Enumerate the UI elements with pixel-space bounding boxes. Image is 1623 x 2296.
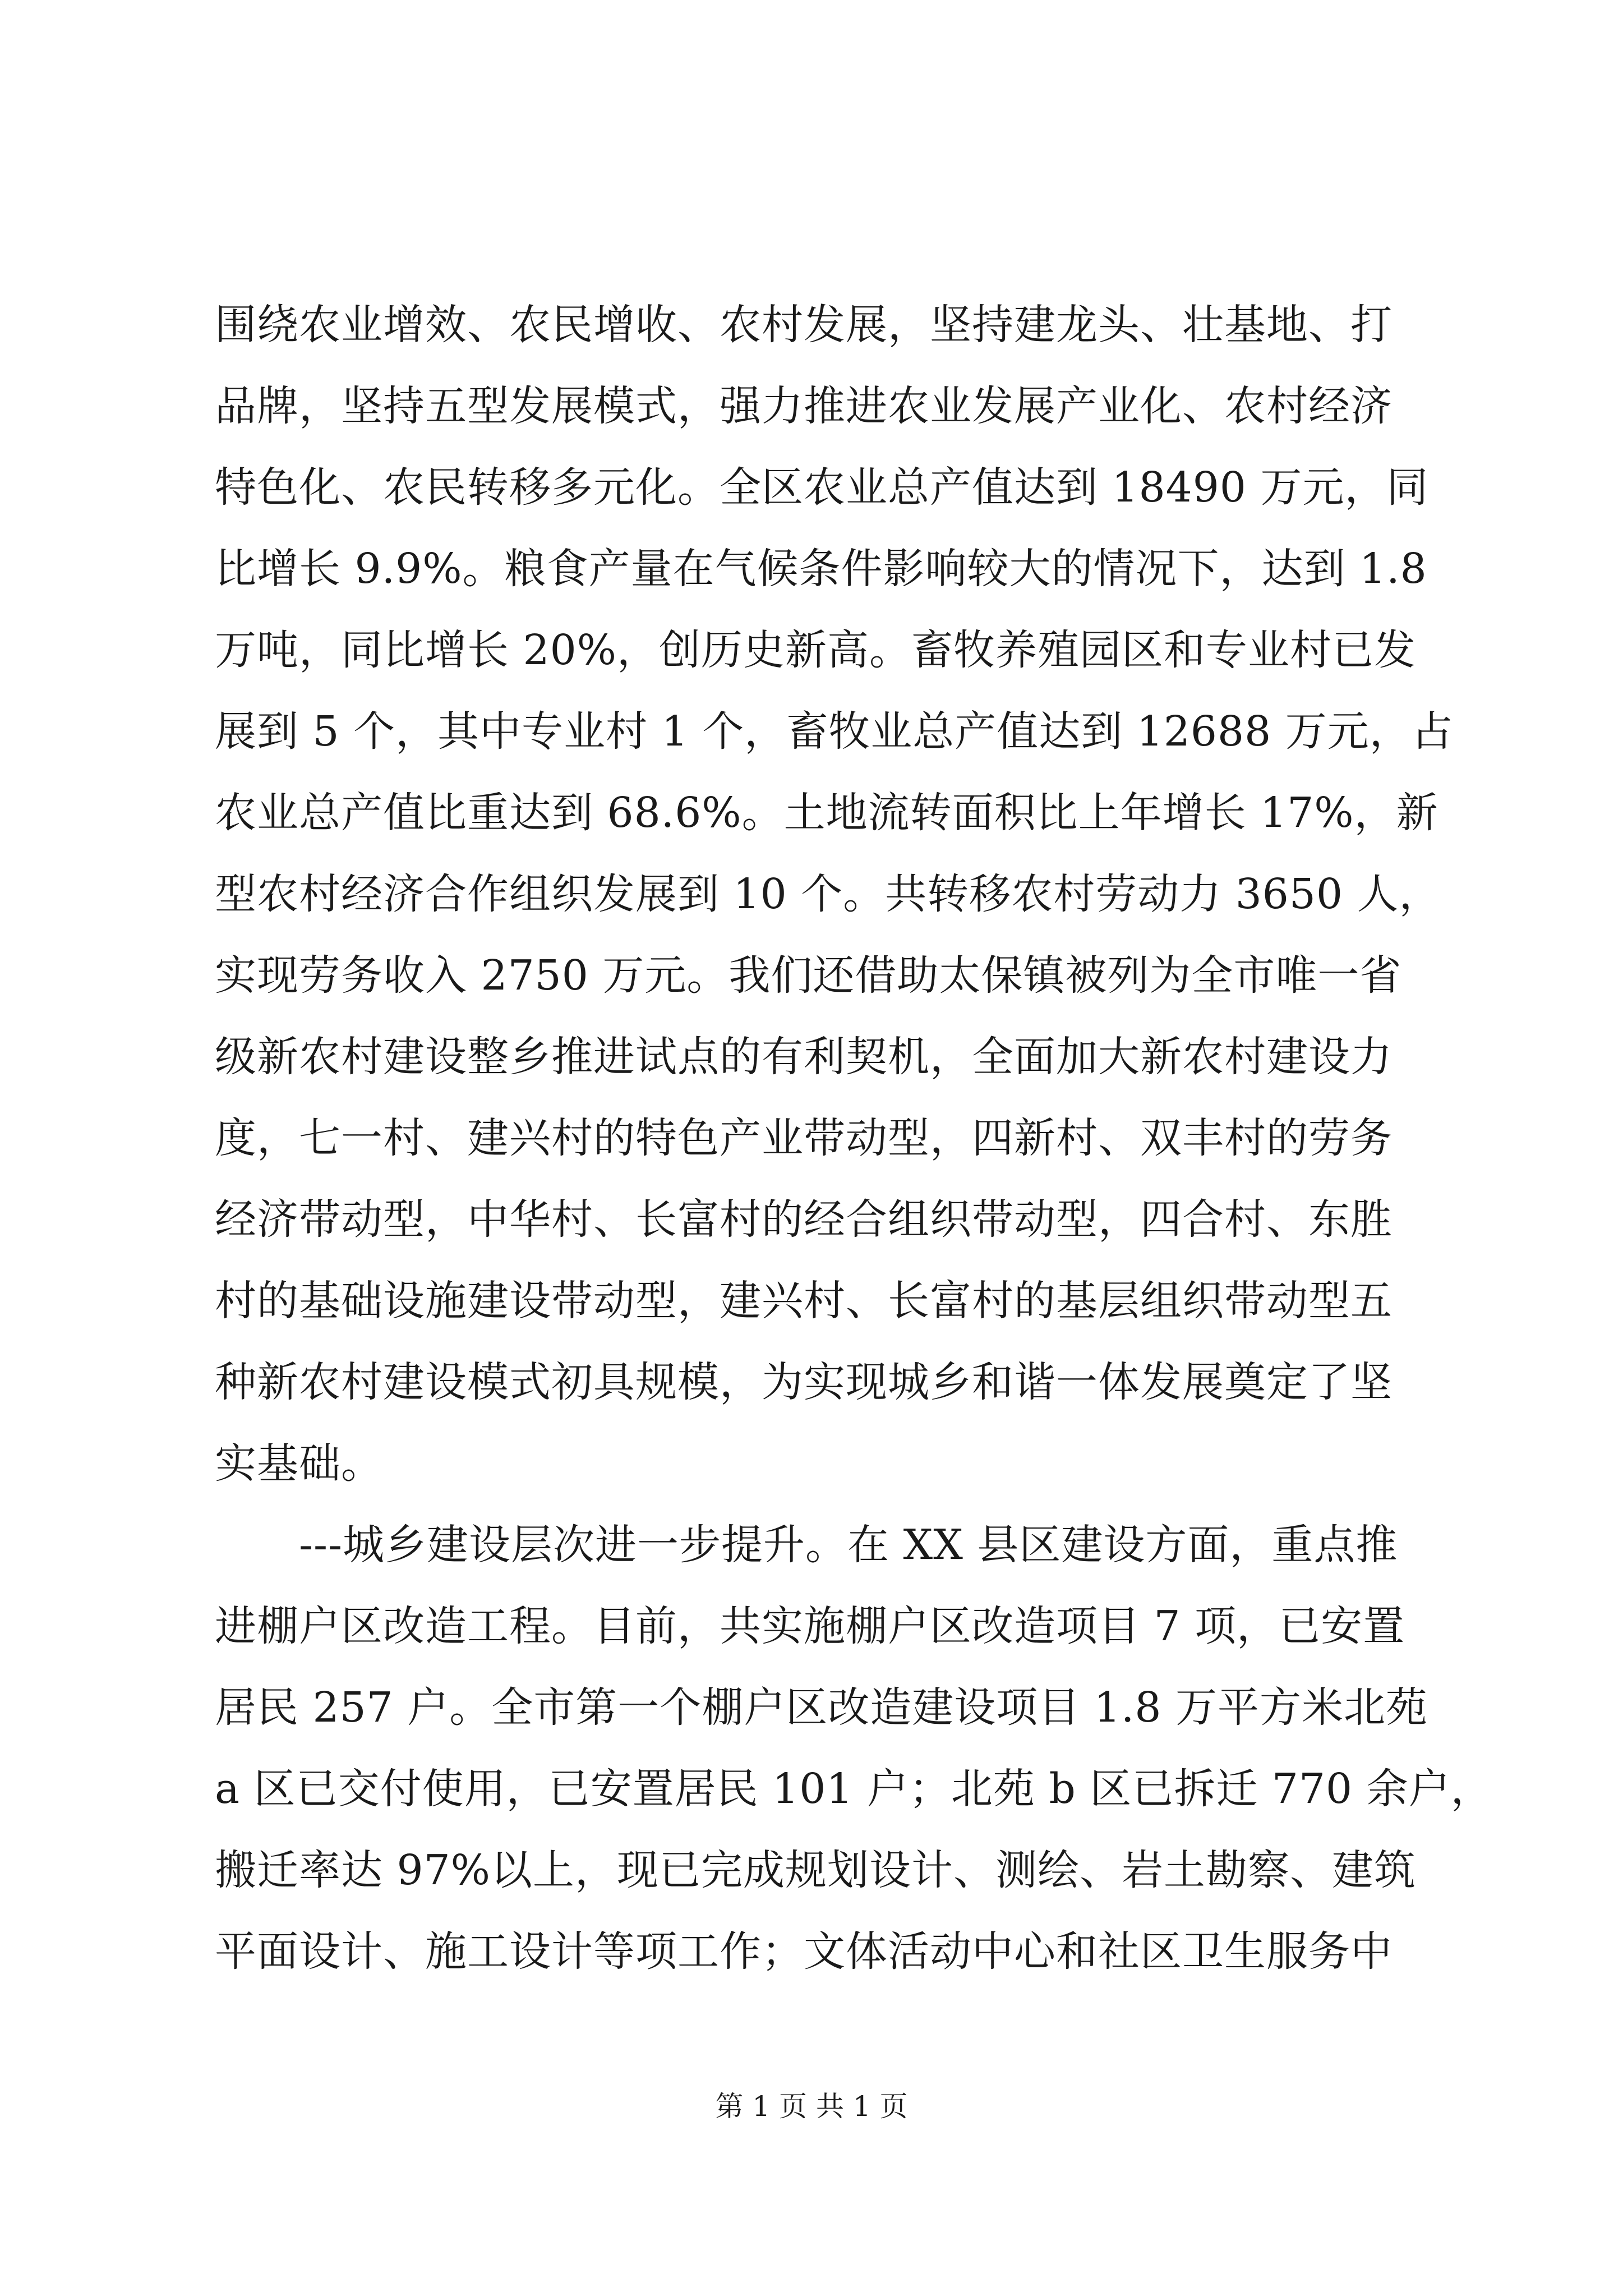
body-text-line: 搬迁率达 97%以上，现已完成规划设计、测绘、岩土勘察、建筑 <box>215 1846 1416 1894</box>
body-text-line: 居民 257 户。全市第一个棚户区改造建设项目 1.8 万平方米北苑 <box>215 1683 1428 1732</box>
body-text-line: 万吨，同比增长 20%，创历史新高。畜牧养殖园区和专业村已发 <box>215 626 1416 674</box>
body-text-line: 型农村经济合作组织发展到 10 个。共转移农村劳动力 3650 人， <box>215 870 1441 918</box>
body-text-line: 实基础。 <box>215 1439 383 1488</box>
body-text-line: 实现劳务收入 2750 万元。我们还借助太保镇被列为全市唯一省 <box>215 951 1402 1000</box>
body-text-line: 展到 5 个，其中专业村 1 个，畜牧业总产值达到 12688 万元，占 <box>215 707 1454 756</box>
body-text-line: 比增长 9.9%。粮食产量在气候条件影响较大的情况下，达到 1.8 <box>215 545 1427 593</box>
body-text-line: 特色化、农民转移多元化。全区农业总产值达到 18490 万元，同 <box>215 463 1429 512</box>
body-text-line: a 区已交付使用，已安置居民 101 户；北苑 b 区已拆迁 770 余户， <box>215 1765 1493 1813</box>
body-text-line: 村的基础设施建设带动型，建兴村、长富村的基层组织带动型五 <box>215 1277 1393 1325</box>
body-text-line: 经济带动型，中华村、长富村的经合组织带动型，四合村、东胜 <box>215 1195 1393 1244</box>
body-text-line: 平面设计、施工设计等项工作；文体活动中心和社区卫生服务中 <box>215 1927 1393 1976</box>
body-text-line: 农业总产值比重达到 68.6%。土地流转面积比上年增长 17%，新 <box>215 789 1438 837</box>
body-text-line: 围绕农业增效、农民增收、农村发展，坚持建龙头、壮基地、打 <box>215 301 1393 349</box>
body-text-line: 种新农村建设模式初具规模，为实现城乡和谐一体发展奠定了坚 <box>215 1358 1393 1406</box>
body-text-line: 品牌，坚持五型发展模式，强力推进农业发展产业化、农村经济 <box>215 382 1393 430</box>
body-text-line: 级新农村建设整乡推进试点的有利契机，全面加大新农村建设力 <box>215 1033 1393 1081</box>
body-text-line: 度，七一村、建兴村的特色产业带动型，四新村、双丰村的劳务 <box>215 1114 1393 1162</box>
page-number-footer: 第 1 页 共 1 页 <box>715 2090 908 2123</box>
body-text-line: 进棚户区改造工程。目前，共实施棚户区改造项目 7 项，已安置 <box>215 1602 1405 1650</box>
body-text-line: ---城乡建设层次进一步提升。在 XX 县区建设方面，重点推 <box>215 1521 1398 1569</box>
